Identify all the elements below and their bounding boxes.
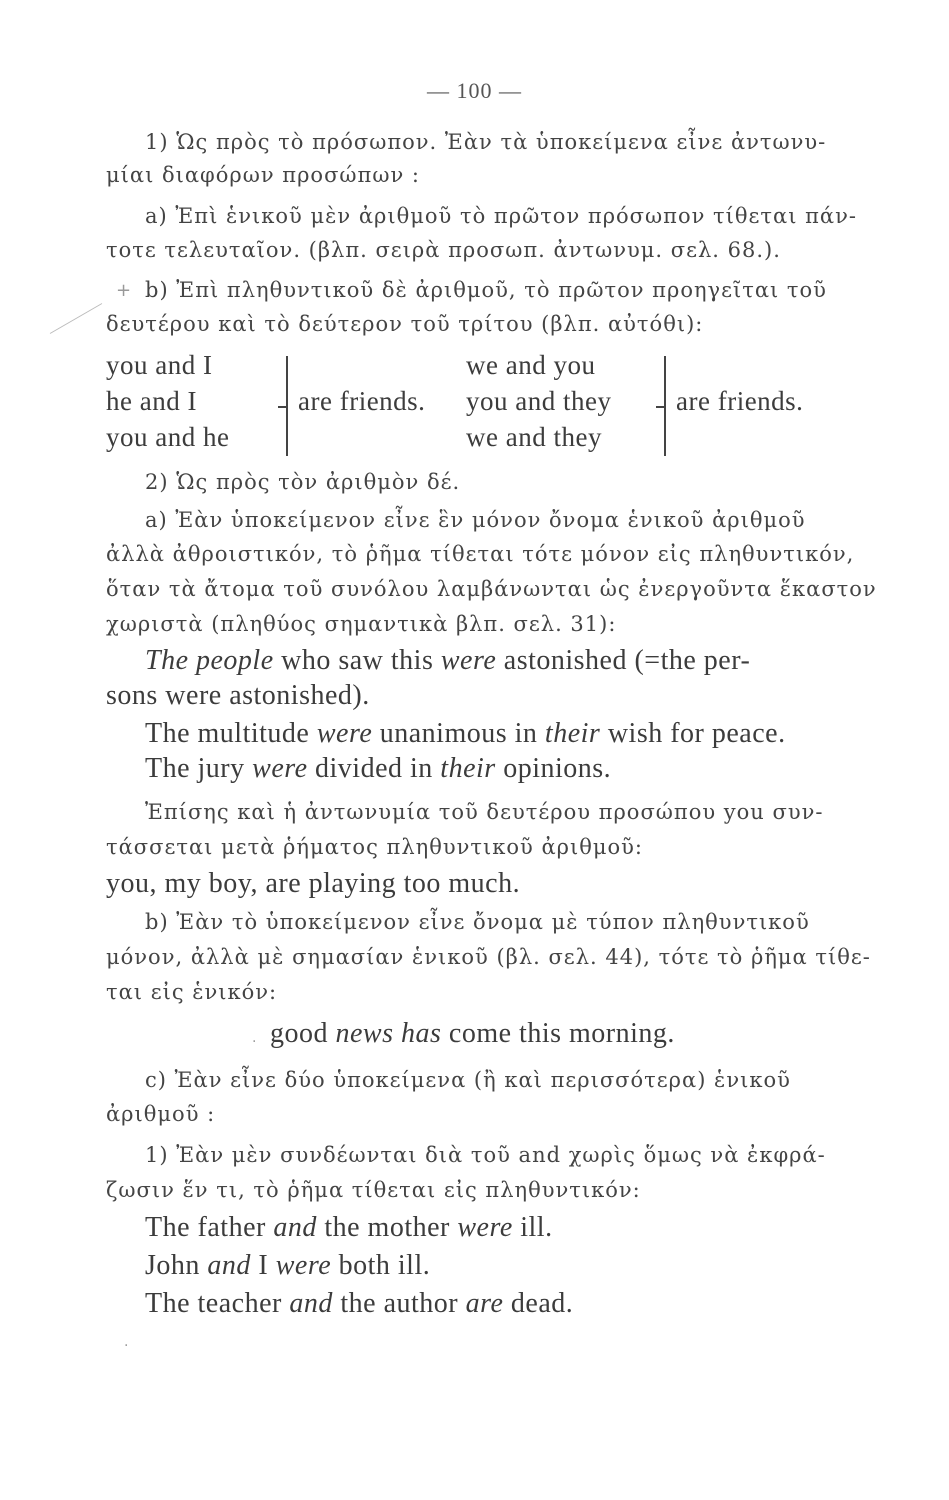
text-line: ἀλλὰ ἀθροιστικόν, τὸ ῥῆμα τίθεται τότε μόνον εἰς πληθυντικόν, [106, 542, 855, 566]
example-italic: news has [335, 1018, 442, 1049]
text-line: 1) Ἐὰν μὲν συνδέωνται διὰ τοῦ and χωρὶς ὅμως νὰ ἐκφρά- [145, 1143, 826, 1167]
table-right-row: we and you [466, 350, 596, 380]
text-line: b) Ἐπὶ πληθυντικοῦ δὲ ἀριθμοῦ, τὸ πρῶτον προηγεῖται τοῦ [145, 278, 827, 302]
text-line: μίαι διαφόρων προσώπων : [106, 163, 420, 187]
example-text: I [250, 1250, 276, 1281]
example-line: you, my boy, are playing too much. [106, 868, 521, 899]
text-line: μόνον, ἀλλὰ μὲ σημασίαν ἑνικοῦ (βλ. σελ. 44), τότε τὸ ῥῆμα τίθε- [106, 945, 871, 969]
example-text: both ill. [331, 1250, 431, 1281]
example-text: The father [145, 1212, 274, 1243]
example-italic: were [440, 645, 497, 676]
example-text: wish for peace. [600, 718, 786, 749]
page-number: — 100 — [427, 78, 522, 103]
text-line: ζωσιν ἕν τι, τὸ ῥῆμα τίθεται εἰς πληθυντικόν: [106, 1178, 641, 1202]
text-line: τάσσεται μετὰ ῥήματος πληθυντικοῦ ἀριθμοῦ: [106, 835, 643, 859]
table-left-row: you and he [106, 422, 230, 452]
table-left-row: you and I [106, 350, 213, 380]
example-text: good [270, 1018, 336, 1049]
example-line [270, 1018, 675, 1050]
example-text: The jury [145, 753, 253, 784]
left-brace [286, 356, 288, 456]
example-line [145, 718, 786, 750]
text-line: a) Ἐὰν ὑποκείμενον εἶνε ἓν μόνον ὄνομα ἑνικοῦ ἀριθμοῦ [145, 508, 806, 532]
example-line: sons were astonished). [106, 680, 370, 711]
text-line: τοτε τελευταῖον. (βλπ. σειρὰ προσωπ. ἀντωνυμ. σελ. 68.). [106, 238, 781, 262]
example-text: the mother [316, 1212, 458, 1243]
right-brace [664, 356, 666, 456]
example-text: dead. [503, 1288, 574, 1319]
text-line: ἀριθμοῦ : [106, 1102, 216, 1126]
text-line: Ἐπίσης καὶ ἡ ἀντωνυμία τοῦ δευτέρου προσώπου you συν- [145, 800, 824, 824]
table-left-row: he and I [106, 386, 197, 416]
example-italic: were [457, 1212, 513, 1243]
example-italic: and [273, 1212, 317, 1243]
table-left-predicate: are friends. [298, 386, 426, 416]
example-text: ill. [512, 1212, 553, 1243]
table-right-row: we and they [466, 422, 602, 452]
example-line [145, 1250, 430, 1282]
example-italic: were [316, 718, 373, 749]
example-text: unanimous in [372, 718, 545, 749]
example-line [145, 753, 611, 785]
example-text: The multitude [145, 718, 317, 749]
example-italic: were [275, 1250, 332, 1281]
example-italic: and [207, 1250, 251, 1281]
text-line: 1) Ὡς πρὸς τὸ πρόσωπον. Ἐὰν τὰ ὑποκείμενα εἶνε ἀντωνυ- [145, 130, 827, 154]
pencil-mark: · [252, 1034, 257, 1050]
example-line [145, 1288, 573, 1320]
text-line: c) Ἐὰν εἶνε δύο ὑποκείμενα (ἢ καὶ περισσότερα) ἑνικοῦ [145, 1068, 791, 1092]
example-line [145, 1212, 553, 1244]
example-italic: were [252, 753, 308, 784]
example-text: John [145, 1250, 208, 1281]
text-line: χωριστὰ (πληθύος σημαντικὰ βλπ. σελ. 31): [106, 612, 617, 636]
pencil-mark: · [124, 1338, 129, 1354]
example-text: opinions. [495, 753, 612, 784]
example-italic: their [544, 718, 601, 749]
table-right-row: you and they [466, 386, 612, 416]
pencil-plus-mark: + [116, 280, 132, 301]
pencil-stroke-mark [50, 303, 102, 334]
text-line: a) Ἐπὶ ἑνικοῦ μὲν ἀριθμοῦ τὸ πρῶτον πρόσωπον τίθεται πάν- [145, 204, 857, 228]
example-italic: and [289, 1288, 333, 1319]
example-italic: their [440, 753, 496, 784]
example-text: The teacher [145, 1288, 290, 1319]
text-line: ὅταν τὰ ἄτομα τοῦ συνόλου λαμβάνωνται ὡς ἐνεργοῦντα ἕκαστον [106, 577, 877, 601]
example-italic: are [465, 1288, 504, 1319]
example-italic: The people [145, 645, 274, 676]
example-line [145, 645, 750, 677]
example-text: come this morning. [441, 1018, 675, 1049]
example-text: the author [332, 1288, 466, 1319]
example-text: divided in [307, 753, 441, 784]
example-text: who saw this [273, 645, 441, 676]
example-text: astonished (=the per- [496, 645, 751, 676]
text-line: b) Ἐὰν τὸ ὑποκείμενον εἶνε ὄνομα μὲ τύπον πληθυντικοῦ [145, 910, 810, 934]
text-line: δευτέρου καὶ τὸ δεύτερον τοῦ τρίτου (βλπ. αὐτόθι): [106, 312, 704, 336]
table-right-predicate: are friends. [676, 386, 804, 416]
section-heading: 2) Ὡς πρὸς τὸν ἀριθμὸν δέ. [145, 470, 461, 494]
text-line: ται εἰς ἑνικόν: [106, 980, 278, 1004]
